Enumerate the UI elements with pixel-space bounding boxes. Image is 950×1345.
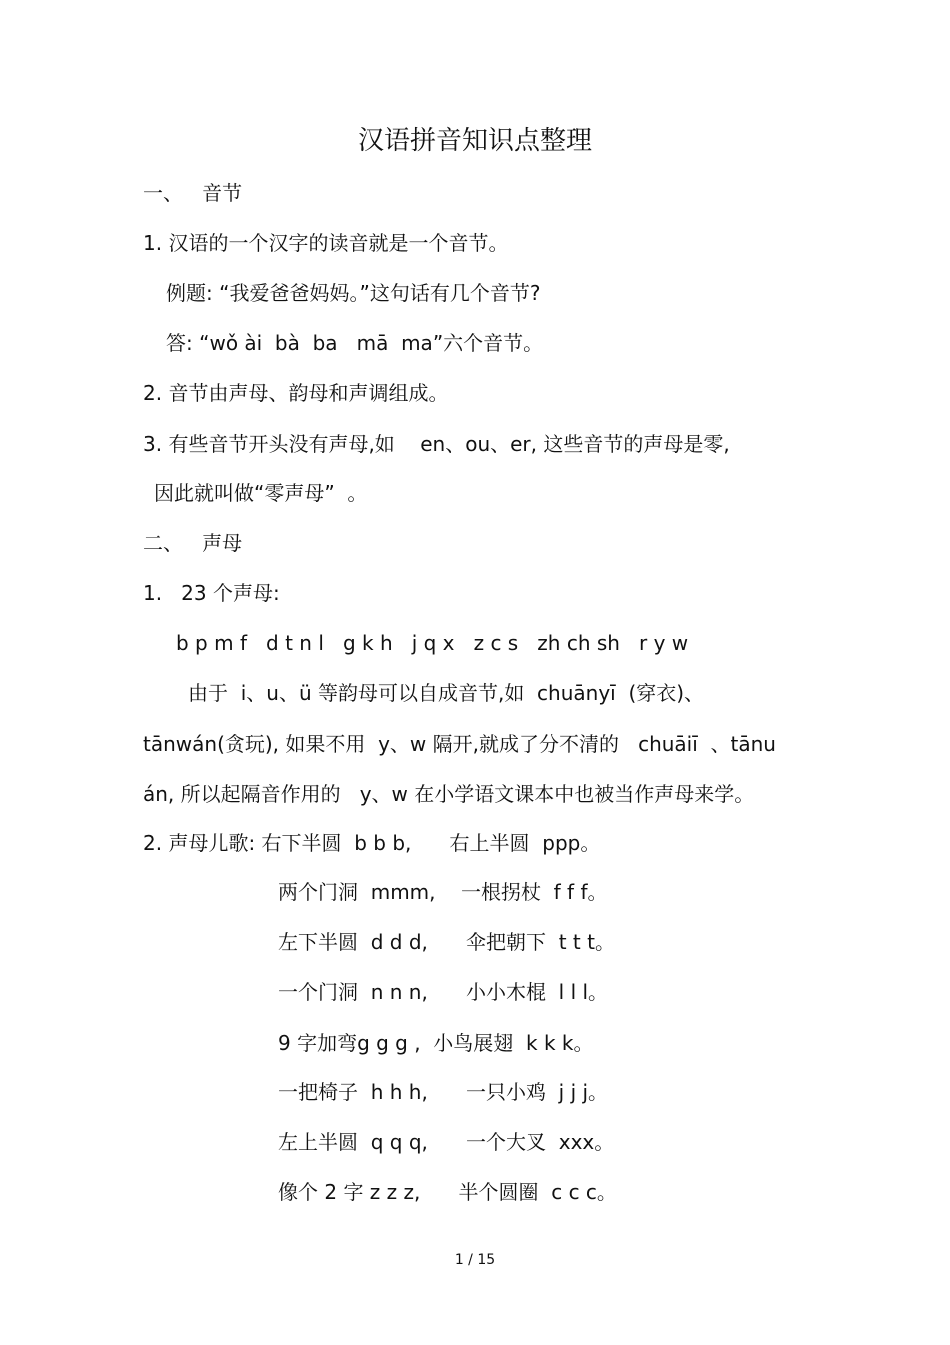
paragraph-line: 答: “wǒ ài bà ba mā ma”六个音节。 <box>166 331 544 355</box>
paragraph-line: 1. 汉语的一个汉字的读音就是一个音节。 <box>143 231 509 255</box>
rhyme-line: 一个门洞 n n n, 小小木棍 l l l。 <box>278 980 609 1004</box>
rhyme-line: 一把椅子 h h h, 一只小鸡 j j j。 <box>278 1080 609 1104</box>
paragraph-line: án, 所以起隔音作用的 y、w 在小学语文课本中也被当作声母来学。 <box>143 782 755 806</box>
page-number: 1 / 15 <box>454 1252 496 1268</box>
paragraph-line: 1. 23 个声母: <box>143 581 280 605</box>
rhyme-line: 2. 声母儿歌: 右下半圆 b b b, 右上半圆 ppp。 <box>143 831 601 855</box>
rhyme-line: 9 字加弯g g g , 小鸟展翅 k k k。 <box>278 1031 594 1055</box>
rhyme-line: 两个门洞 mmm, 一根拐杖 f f f。 <box>278 880 608 904</box>
paragraph-line: 由于 i、u、ü 等韵母可以自成音节,如 chuānyī (穿衣)、 <box>188 681 705 705</box>
paragraph-line: 例题: “我爱爸爸妈妈。”这句话有几个音节? <box>166 281 541 305</box>
paragraph-line: 2. 音节由声母、韵母和声调组成。 <box>143 381 449 405</box>
rhyme-line: 左下半圆 d d d, 伞把朝下 t t t。 <box>278 930 615 954</box>
rhyme-line: 像个 2 字 z z z, 半个圆圈 c c c。 <box>278 1180 617 1204</box>
initials-list: b p m f d t n l g k h j q x z c s zh ch sh r y w <box>176 631 689 655</box>
section-heading-initials: 二、 声母 <box>143 531 243 555</box>
rhyme-line: 左上半圆 q q q, 一个大叉 xxx。 <box>278 1130 615 1154</box>
section-heading-syllable: 一、 音节 <box>143 181 243 205</box>
paragraph-line: 3. 有些音节开头没有声母,如 en、ou、er, 这些音节的声母是零, <box>143 432 730 456</box>
paragraph-line: 因此就叫做“零声母” 。 <box>154 481 368 505</box>
document-title: 汉语拼音知识点整理 <box>357 126 592 156</box>
paragraph-line: tānwán(贪玩), 如果不用 y、w 隔开,就成了分不清的 chuāiī 、tānu <box>143 732 776 756</box>
